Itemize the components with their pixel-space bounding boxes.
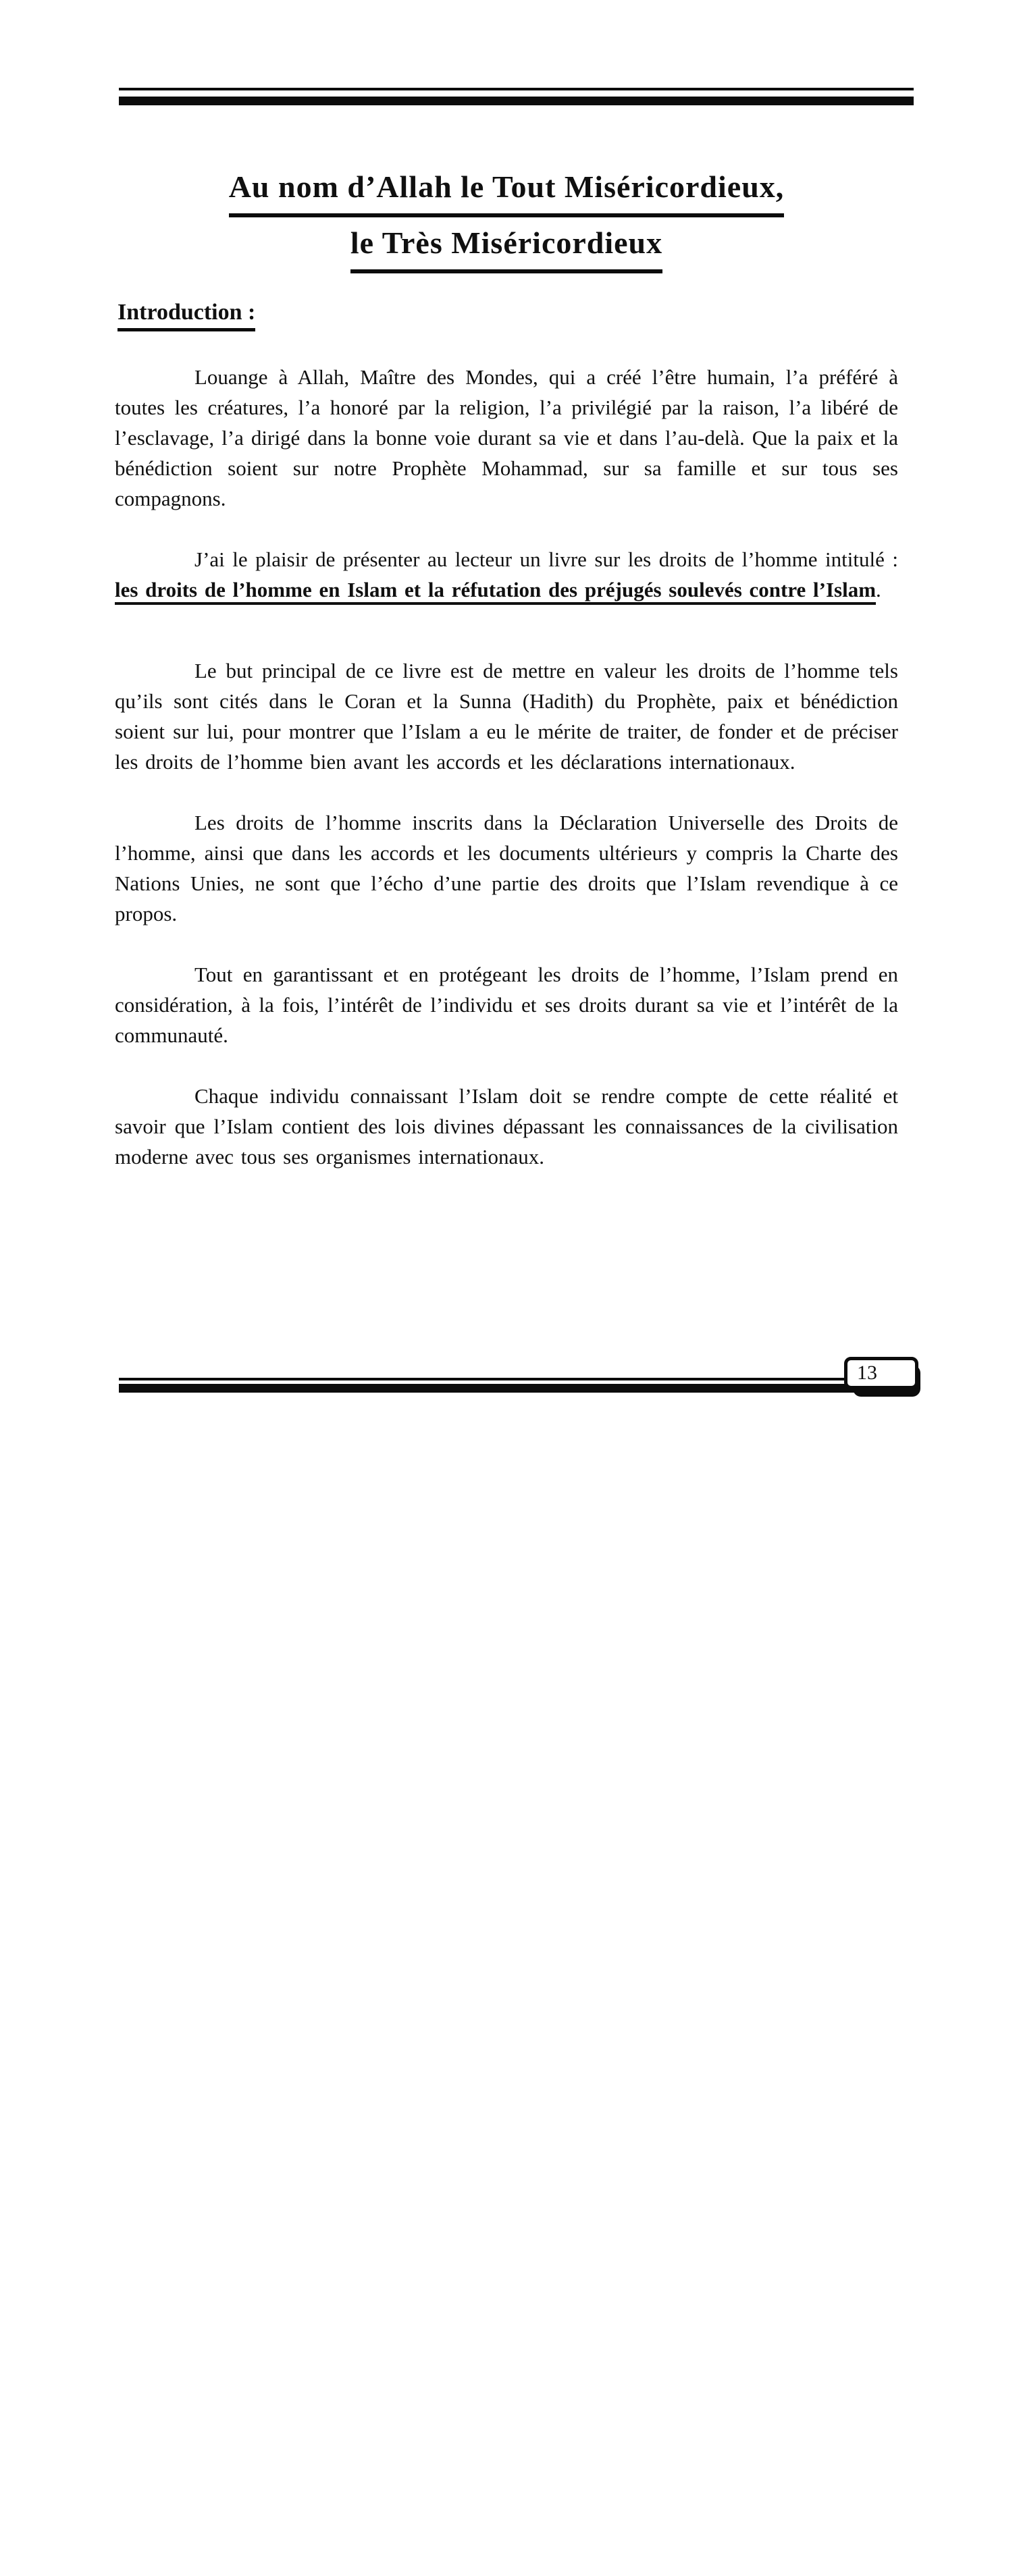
book-title: les droits de l’homme en Islam et la réfutation des préjugés soulevés contre l’Islam [115,578,877,601]
title-line-1: Au nom d’Allah le Tout Miséricordieux, [229,164,785,217]
section-heading-introduction [117,299,898,331]
paragraph-garantie-droits: Tout en garantissant et en protégeant les droits de l’homme, l’Islam prend en considération, à la fois, l’intérêt de l’individu et ses droits durant sa vie et l’intérêt de la communauté. [115,963,898,1047]
title-line-2: le Très Miséricordieux [350,220,662,273]
paragraph-presentation-intro: J’ai le plaisir de présenter au lecteur un livre sur les droits de l’homme intitulé : [194,547,898,571]
text-column [115,0,898,1172]
paragraph-louange: Louange à Allah, Maître des Mondes, qui a créé l’être humain, l’a préféré à toutes les créatures, l’a honoré par la religion, l’a privilégié par la raison, l’a libéré de l’esclavage, l’a dirigé dans la bonne voie durant sa vie et dans l’au-delà. Que la paix et la bénédiction soient sur notre Prophète Mohammad, sur sa famille et sur tous ses compagnons. [115,365,898,510]
section-heading-text: Introduction : [117,299,255,331]
paragraph-but-principal: Le but principal de ce livre est de mettre en valeur les droits de l’homme tels qu’ils sont cités dans le Coran et la Sunna (Hadith) du Prophète, paix et bénédiction soient sur lui, pour montrer que l’Islam a eu le mérite de traiter, de fonder et de préciser les droits de l’homme bien avant les accords et les déclarations internationaux. [115,659,898,774]
paragraph-presentation [115,544,898,605]
paragraph-chaque-individu: Chaque individu connaissant l’Islam doit se rendre compte de cette réalité et savoir que l’Islam contient des lois divines dépassant les connaissances de la civilisation moderne avec tous ses organismes internationaux. [115,1084,898,1169]
footer-rule-thin [119,1378,848,1380]
page-number-badge [844,1357,918,1389]
paragraph-presentation-period: . [876,578,881,601]
page-title [115,164,898,276]
page-number: 13 [857,1362,877,1384]
paragraph-declaration-universelle: Les droits de l’homme inscrits dans la Déclaration Universelle des Droits de l’homme, ainsi que dans les accords et les documents ultérieurs y compris la Charte des Nations Unies, ne sont que l’écho d’une partie des droits que l’Islam revendique à ce propos. [115,811,898,925]
footer-rule-thick [119,1384,855,1393]
